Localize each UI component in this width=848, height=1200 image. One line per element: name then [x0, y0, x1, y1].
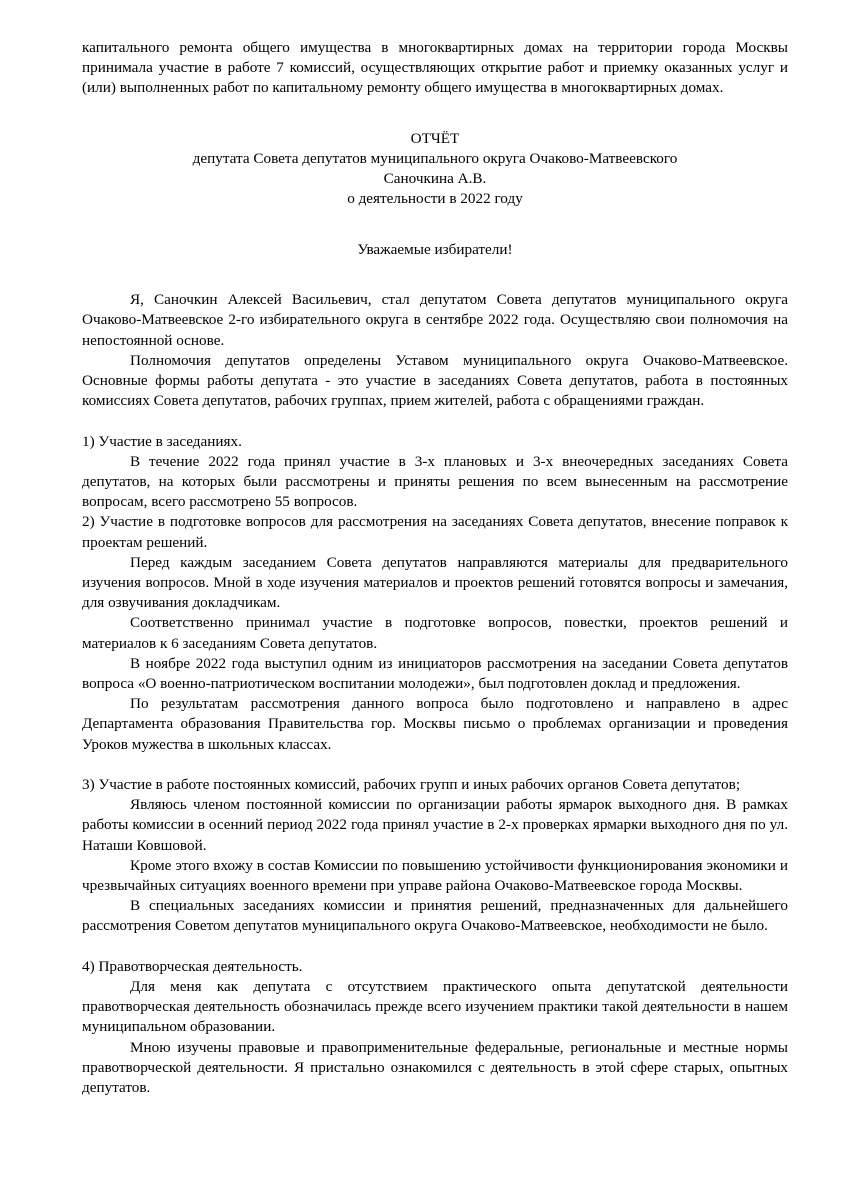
section2-paragraph-2: Соответственно принимал участие в подготовке вопросов, повестки, проектов решений и материалов к 6 заседаниям Совета депутатов.	[82, 614, 788, 652]
section1-heading: 1) Участие в заседаниях.	[82, 432, 242, 450]
section2-paragraph-4: По результатам рассмотрения данного вопроса было подготовлено и направлено в адрес Департамента образования Правительства гор. Москвы письмо о проблемах организации и проведения Уроков мужества в школьных классах.	[82, 695, 788, 753]
spacer	[82, 280, 788, 290]
spacer	[82, 210, 788, 230]
greeting: Уважаемые избиратели!	[357, 240, 513, 258]
section4-paragraph-1: Для меня как депутата с отсутствием практического опыта депутатской деятельности правотворческая деятельность обозначилась прежде всего изучением практики такой деятельности в нашем муниципальном образовании.	[82, 978, 788, 1036]
report-title: ОТЧЁТ	[410, 129, 460, 147]
intro-paragraph: капитального ремонта общего имущества в многоквартирных домах на территории города Москвы принимала участие в работе 7 комиссий, осуществляющих открытие работ и приемку оказанных услуг и (или) выполненных работ по капитальному ремонту общего имущества в многоквартирных домах.	[82, 39, 788, 97]
spacer	[82, 99, 788, 119]
section2-heading: 2) Участие в подготовке вопросов для рассмотрения на заседаниях Совета депутатов, внесение поправок к проектам решений.	[82, 513, 788, 551]
report-subtitle-line3: о деятельности в 2022 году	[347, 190, 523, 208]
spacer	[82, 230, 788, 240]
section2-paragraph-1: Перед каждым заседанием Совета депутатов направляются материалы для предварительного изучения вопросов. Мной в ходе изучения материалов и проектов решений готовятся вопросы и замечания, для озвучивания докладчикам.	[82, 553, 788, 612]
section1-paragraph-1: В течение 2022 года принял участие в 3-х плановых и 3-х внеочередных заседаниях Совета депутатов, на которых были рассмотрены и приняты решения по всем вынесенным на рассмотрение вопросам, всего рассмотрено 55 вопросов.	[82, 452, 788, 511]
report-subtitle-line1: депутата Совета депутатов муниципального округа Очаково-Матвеевского	[192, 150, 678, 167]
spacer	[82, 411, 788, 431]
section3-heading: 3) Участие в работе постоянных комиссий, рабочих групп и иных рабочих органов Совета депутатов;	[82, 776, 741, 794]
section4-paragraph-2: Мною изучены правовые и правоприменительные федеральные, региональные и местные нормы правотворческой деятельности. Я пристально ознакомился с деятельность в этой сфере старых, опытных депутатов.	[82, 1038, 788, 1097]
section4-heading: 4) Правотворческая деятельность.	[82, 957, 303, 975]
section3-paragraph-3: В специальных заседаниях комиссии и принятия решений, предназначенных для дальнейшего рассмотрения Советом депутатов муниципального округа Очаково-Матвеевское, необходимости не было.	[82, 897, 788, 935]
spacer	[82, 119, 788, 129]
report-subtitle-line2: Саночкина А.В.	[383, 170, 487, 188]
section3-paragraph-2: Кроме этого вхожу в состав Комиссии по повышению устойчивости функционирования экономики и чрезвычайных ситуациях военного времени при управе района Очаково-Матвеевское города Москвы.	[82, 856, 788, 895]
paragraph-intro-2: Полномочия депутатов определены Уставом муниципального округа Очаково-Матвеевское. Основные формы работы депутата - это участие в заседаниях Совета депутатов, работа в постоянных комиссиях Совета депутатов, рабочих группах, прием жителей, работа с обращениями граждан.	[82, 351, 788, 410]
spacer	[82, 755, 788, 775]
spacer	[82, 260, 788, 280]
section3-paragraph-1: Являюсь членом постоянной комиссии по организации работы ярмарок выходного дня. В рамках работы комиссии в осенний период 2022 года принял участие в 2-х проверках ярмарки выходного дня по ул. Наташи Ковшовой.	[82, 796, 788, 854]
spacer	[82, 937, 788, 957]
paragraph-intro-1: Я, Саночкин Алексей Васильевич, стал депутатом Совета депутатов муниципального округа Очаково-Матвеевское 2-го избирательного округа в сентябре 2022 года. Осуществляю свои полномочия на непостоянной основе.	[82, 291, 788, 349]
document-page	[82, 38, 788, 1098]
section2-paragraph-3: В ноябре 2022 года выступил одним из инициаторов рассмотрения на заседании Совета депутатов вопроса «О военно-патриотическом воспитании молодежи», был подготовлен доклад и предложения.	[82, 654, 788, 693]
